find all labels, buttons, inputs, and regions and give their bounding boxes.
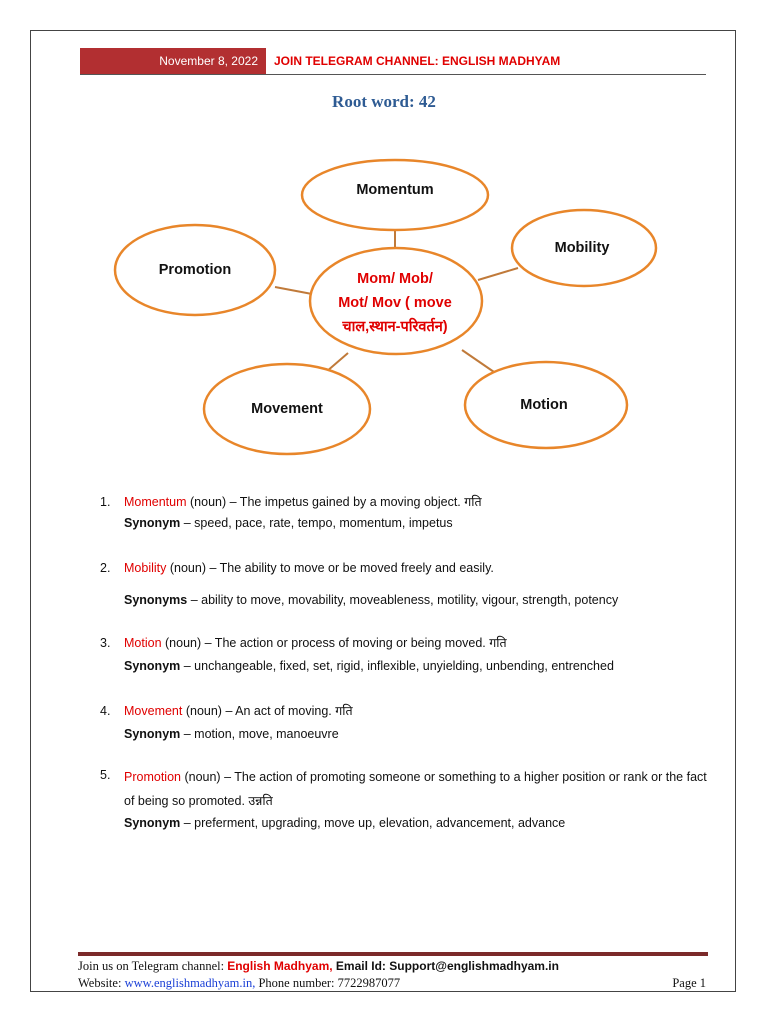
node-mobility: Mobility <box>554 240 610 256</box>
footer-channel-name: English Madhyam, <box>227 959 333 973</box>
page-header <box>80 48 706 74</box>
synonym-text: – unchangeable, fixed, set, rigid, inflexible, unyielding, unbending, entrenched <box>180 659 614 673</box>
footer-phone: Phone number: 7722987077 <box>255 976 401 990</box>
list-item <box>100 765 710 834</box>
item-term: Movement <box>124 704 183 718</box>
node-movement: Movement <box>251 401 323 417</box>
item-term: Motion <box>124 636 162 650</box>
item-number: 2. <box>100 561 111 575</box>
synonym-text: – speed, pace, rate, tempo, momentum, impetus <box>180 516 453 530</box>
footer-email: Email Id: Support@englishmadhyam.in <box>332 959 559 973</box>
root-word-diagram <box>0 150 768 460</box>
footer-line-2 <box>78 975 708 992</box>
footer-telegram-prefix: Join us on Telegram channel: <box>78 959 228 973</box>
item-number: 5. <box>100 768 111 782</box>
page-title: Root word: 42 <box>332 92 436 111</box>
synonym-text: – ability to move, movability, moveableness, motility, vigour, strength, potency <box>187 593 619 607</box>
center-root-text <box>310 267 480 339</box>
synonym-label: Synonym <box>124 727 181 741</box>
footer-website-link[interactable]: www.englishmadhyam.in, <box>124 976 256 990</box>
connector-motion <box>462 350 494 372</box>
header-rule <box>80 74 706 75</box>
list-item <box>100 633 710 677</box>
item-definition: (noun) – The ability to move or be moved freely and easily. <box>166 561 494 575</box>
synonym-label: Synonym <box>124 816 181 830</box>
item-definition: (noun) – The impetus gained by a moving object. गति <box>186 495 482 509</box>
item-term: Momentum <box>124 495 187 509</box>
header-telegram-text: JOIN TELEGRAM CHANNEL: ENGLISH MADHYAM <box>274 54 561 68</box>
item-number: 1. <box>100 495 111 509</box>
list-item <box>100 558 710 611</box>
footer-divider <box>78 952 708 956</box>
synonym-text: – preferment, upgrading, move up, elevation, advancement, advance <box>180 816 566 830</box>
list-item <box>100 492 710 534</box>
node-momentum: Momentum <box>356 182 434 198</box>
footer-website-prefix: Website: <box>78 976 125 990</box>
item-number: 3. <box>100 636 111 650</box>
node-motion: Motion <box>520 397 568 413</box>
page-number: Page 1 <box>672 976 706 990</box>
item-definition: (noun) – The action of promoting someone or something to a higher position or rank or the fact of being so promoted. उन्नति <box>124 770 707 808</box>
connector-mobility <box>478 268 518 280</box>
synonym-label: Synonym <box>124 516 181 530</box>
footer-line-1 <box>78 958 708 975</box>
item-definition: (noun) – An act of moving. गति <box>182 704 353 718</box>
center-line-1: Mom/ Mob/ <box>357 271 433 287</box>
synonym-label: Synonym <box>124 659 181 673</box>
connector-promotion <box>275 287 312 294</box>
center-line-3: चाल,स्थान-परिवर्तन) <box>342 319 448 335</box>
list-item <box>100 701 710 745</box>
page-footer <box>78 958 708 992</box>
synonym-label: Synonyms <box>124 593 188 607</box>
item-term: Promotion <box>124 770 181 784</box>
item-term: Mobility <box>124 561 167 575</box>
node-promotion: Promotion <box>158 262 232 278</box>
item-definition: (noun) – The action or process of moving or being moved. गति <box>161 636 507 650</box>
center-line-2: Mot/ Mov ( move <box>338 295 452 311</box>
header-date: November 8, 2022 <box>80 48 266 74</box>
synonym-text: – motion, move, manoeuvre <box>180 727 339 741</box>
item-number: 4. <box>100 704 111 718</box>
